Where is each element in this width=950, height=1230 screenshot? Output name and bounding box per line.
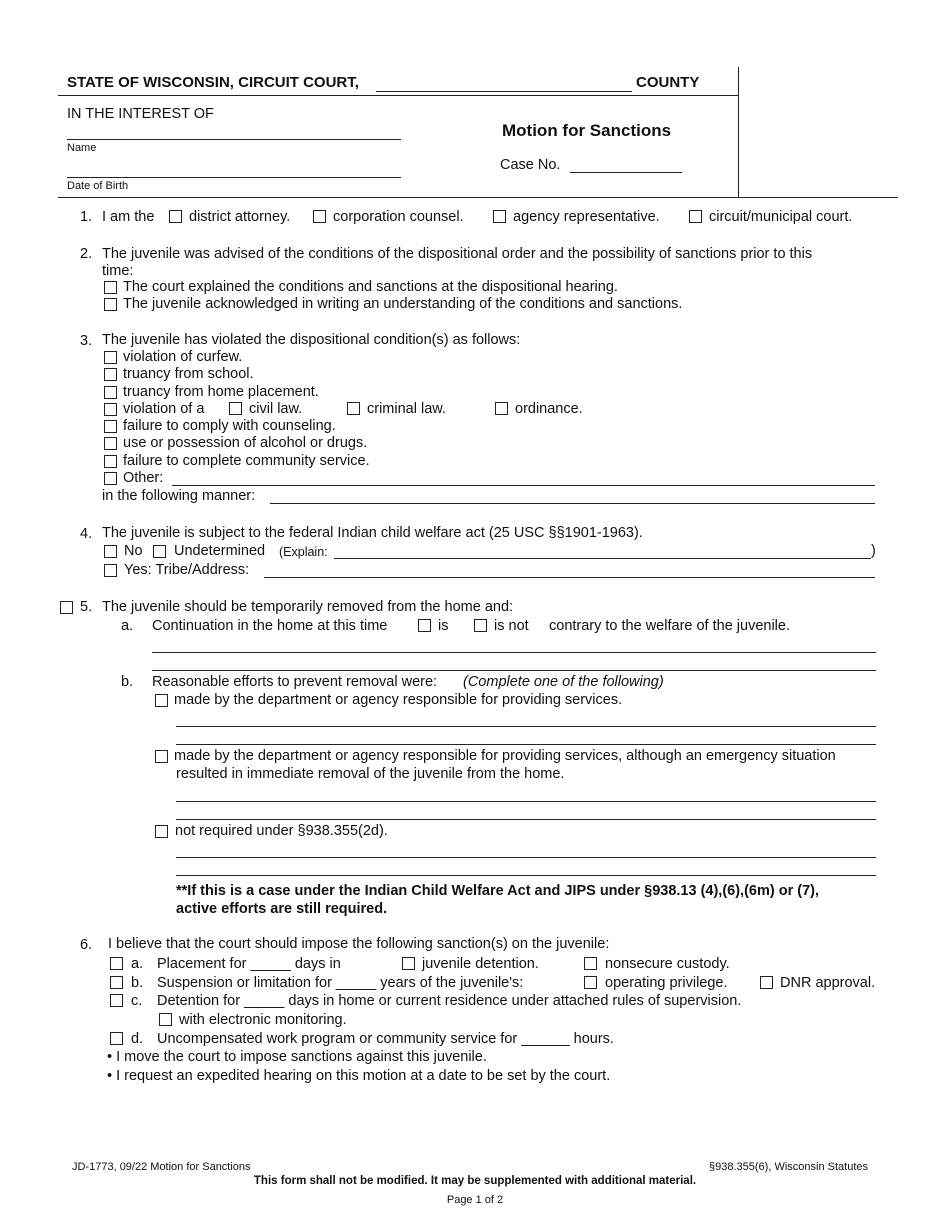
checkbox[interactable] <box>155 694 168 707</box>
icwa-notice: **If this is a case under the Indian Child Welfare Act and JIPS under §938.13 (4),(6),(6m) or (7), <box>176 883 819 899</box>
checkbox[interactable] <box>760 976 773 989</box>
checkbox[interactable] <box>104 420 117 433</box>
checkbox[interactable] <box>104 472 117 485</box>
item4-text: The juvenile is subject to the federal Indian child welfare act (25 USC §§1901-1963). <box>102 525 643 541</box>
item5-text: The juvenile should be temporarily removed from the home and: <box>102 599 514 615</box>
bullet-text: • I request an expedited hearing on this motion at a date to be set by the court. <box>107 1068 611 1084</box>
option-label: resulted in immediate removal of the juvenile from the home. <box>176 766 565 782</box>
option-label: use or possession of alcohol or drugs. <box>123 435 368 451</box>
explanation-line[interactable] <box>176 801 876 802</box>
option-label: operating privilege. <box>605 975 728 991</box>
sub-label: a. <box>121 618 134 634</box>
checkbox[interactable] <box>104 545 117 558</box>
option-label: truancy from school. <box>123 366 254 382</box>
tribe-address-field[interactable] <box>264 577 875 578</box>
item6-text: I believe that the court should impose the following sanction(s) on the juvenile: <box>108 936 610 952</box>
checkbox[interactable] <box>495 402 508 415</box>
explanation-line[interactable] <box>176 744 876 745</box>
explain-label: (Explain: <box>279 545 328 559</box>
checkbox[interactable] <box>104 351 117 364</box>
checkbox[interactable] <box>155 750 168 763</box>
case-no-label: Case No. <box>500 157 561 173</box>
option-label: The court explained the conditions and sanctions at the dispositional hearing. <box>123 279 618 295</box>
checkbox[interactable] <box>584 957 597 970</box>
checkbox[interactable] <box>474 619 487 632</box>
option-label: district attorney. <box>189 209 291 225</box>
manner-label: in the following manner: <box>102 488 256 504</box>
checkbox[interactable] <box>60 601 73 614</box>
name-field[interactable] <box>67 139 401 140</box>
explanation-line[interactable] <box>176 819 876 820</box>
checkbox[interactable] <box>689 210 702 223</box>
explanation-line[interactable] <box>176 875 876 876</box>
checkbox[interactable] <box>104 368 117 381</box>
checkbox[interactable] <box>104 298 117 311</box>
modification-notice: This form shall not be modified. It may be supplemented with additional material. <box>253 1175 697 1187</box>
option-label: civil law. <box>249 401 303 417</box>
court-heading: STATE OF WISCONSIN, CIRCUIT COURT, <box>67 74 359 91</box>
explanation-line[interactable] <box>152 652 876 653</box>
item2-text: The juvenile was advised of the conditions of the dispositional order and the possibility of sanctions prior to this <box>102 246 813 262</box>
checkbox[interactable] <box>104 455 117 468</box>
other-field[interactable] <box>172 485 875 486</box>
item6d-text: Uncompensated work program or community service for ______ hours. <box>157 1031 614 1047</box>
item2-text: time: <box>102 263 134 279</box>
bullet-text: • I move the court to impose sanctions against this juvenile. <box>107 1049 487 1065</box>
item-number: 5. <box>80 599 93 615</box>
item-number: 2. <box>80 246 93 262</box>
option-label: circuit/municipal court. <box>709 209 853 225</box>
checkbox[interactable] <box>159 1013 172 1026</box>
option-label: Yes: Tribe/Address: <box>124 562 250 578</box>
option-label: violation of curfew. <box>123 349 243 365</box>
close-paren: ) <box>871 543 876 559</box>
statute-ref: §938.355(6), Wisconsin Statutes <box>709 1161 868 1173</box>
option-label: is <box>438 618 449 634</box>
checkbox[interactable] <box>402 957 415 970</box>
item3-text: The juvenile has violated the dispositional condition(s) as follows: <box>102 332 521 348</box>
checkbox[interactable] <box>104 564 117 577</box>
item5b-text: Reasonable efforts to prevent removal were: <box>152 674 438 690</box>
option-label: The juvenile acknowledged in writing an understanding of the conditions and sanctions. <box>123 296 683 312</box>
item-number: 3. <box>80 333 93 349</box>
divider <box>58 95 738 96</box>
explanation-line[interactable] <box>152 670 876 671</box>
item-number: 6. <box>80 937 93 953</box>
item6a-text: Placement for _____ days in <box>157 956 341 972</box>
checkbox[interactable] <box>110 994 123 1007</box>
item-number: 4. <box>80 526 93 542</box>
option-label: truancy from home placement. <box>123 384 319 400</box>
manner-field[interactable] <box>270 503 875 504</box>
checkbox[interactable] <box>418 619 431 632</box>
option-label: juvenile detention. <box>422 956 539 972</box>
sub-label: a. <box>131 956 144 972</box>
form-id: JD-1773, 09/22 Motion for Sanctions <box>72 1161 251 1173</box>
dob-field[interactable] <box>67 177 401 178</box>
county-label: COUNTY <box>636 74 700 91</box>
sub-label: b. <box>121 674 134 690</box>
checkbox[interactable] <box>104 437 117 450</box>
option-label: DNR approval. <box>780 975 876 991</box>
option-label: criminal law. <box>367 401 446 417</box>
checkbox[interactable] <box>153 545 166 558</box>
item-number: 1. <box>80 209 93 225</box>
option-label: made by the department or agency responsible for providing services, although an emergency situation <box>174 748 836 764</box>
page-title: Motion for Sanctions <box>502 121 672 140</box>
divider <box>58 197 898 198</box>
checkbox[interactable] <box>110 1032 123 1045</box>
option-label: is not <box>494 618 529 634</box>
item6b-text: Suspension or limitation for _____ years of the juvenile's: <box>157 975 524 991</box>
checkbox[interactable] <box>313 210 326 223</box>
checkbox[interactable] <box>155 825 168 838</box>
sub-label: c. <box>131 993 143 1009</box>
dob-label: Date of Birth <box>67 180 129 192</box>
option-label: with electronic monitoring. <box>179 1012 347 1028</box>
icwa-notice: active efforts are still required. <box>176 901 388 917</box>
sub-label: b. <box>131 975 144 991</box>
option-label: violation of a <box>123 401 205 417</box>
item5b-note: (Complete one of the following) <box>463 674 664 690</box>
checkbox[interactable] <box>169 210 182 223</box>
checkbox[interactable] <box>110 957 123 970</box>
checkbox[interactable] <box>229 402 242 415</box>
case-no-field[interactable] <box>570 172 682 173</box>
option-label: nonsecure custody. <box>605 956 730 972</box>
explanation-line[interactable] <box>176 857 876 858</box>
checkbox[interactable] <box>110 976 123 989</box>
option-label: agency representative. <box>513 209 660 225</box>
checkbox[interactable] <box>104 386 117 399</box>
county-name-field[interactable] <box>376 91 632 92</box>
explanation-line[interactable] <box>176 726 876 727</box>
item5a-text: Continuation in the home at this time <box>152 618 388 634</box>
option-label: No <box>124 543 143 559</box>
option-label: failure to comply with counseling. <box>123 418 336 434</box>
item1-lead: I am the <box>102 209 155 225</box>
option-label: ordinance. <box>515 401 583 417</box>
option-label: not required under §938.355(2d). <box>175 823 388 839</box>
item6c-text: Detention for _____ days in home or current residence under attached rules of supervision. <box>157 993 742 1009</box>
checkbox[interactable] <box>104 403 117 416</box>
option-label: corporation counsel. <box>333 209 464 225</box>
name-label: Name <box>67 142 97 154</box>
item5a-tail: contrary to the welfare of the juvenile. <box>549 618 790 634</box>
explain-field[interactable] <box>334 558 871 559</box>
checkbox[interactable] <box>584 976 597 989</box>
checkbox[interactable] <box>347 402 360 415</box>
option-label: failure to complete community service. <box>123 453 370 469</box>
sub-label: d. <box>131 1031 144 1047</box>
checkbox[interactable] <box>104 281 117 294</box>
checkbox[interactable] <box>493 210 506 223</box>
option-label: Undetermined <box>174 543 266 559</box>
option-label: made by the department or agency responsible for providing services. <box>174 692 623 708</box>
interest-label: IN THE INTEREST OF <box>67 106 214 122</box>
page-number: Page 1 of 2 <box>446 1194 504 1206</box>
divider <box>738 67 739 197</box>
option-label: Other: <box>123 470 164 486</box>
